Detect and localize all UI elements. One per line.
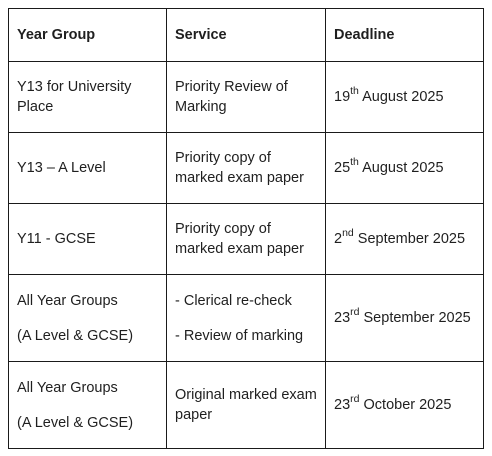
- deadline-month-year: August 2025: [358, 160, 444, 176]
- year-group-cell: Y13 – A Level: [9, 133, 167, 204]
- deadline-day: 2: [334, 231, 343, 247]
- deadline-cell: [326, 133, 484, 204]
- deadline-ordinal: rd: [350, 306, 360, 319]
- table-row: [9, 62, 484, 133]
- table-row: [9, 133, 484, 204]
- deadline-cell: [326, 275, 484, 362]
- year-group-line: All Year Groups: [17, 379, 118, 396]
- deadline-month-year: September 2025: [359, 310, 471, 326]
- header-service: Service: [167, 9, 326, 62]
- year-group-line: All Year Groups: [17, 292, 118, 309]
- deadline-ordinal: rd: [350, 393, 360, 406]
- table-row: [9, 362, 484, 449]
- year-group-line: (A Level & GCSE): [17, 414, 134, 431]
- deadline-ordinal: nd: [342, 227, 354, 240]
- service-line: - Review of marking: [175, 327, 304, 344]
- deadlines-table: [8, 8, 484, 449]
- deadline-day: 23: [334, 397, 351, 413]
- deadline-day: 19: [334, 89, 351, 105]
- service-cell: Priority copy of marked exam paper: [167, 133, 326, 204]
- deadline-ordinal: th: [350, 85, 359, 98]
- deadline-ordinal: th: [350, 156, 359, 169]
- table-row: [9, 275, 484, 362]
- deadline-month-year: August 2025: [358, 89, 444, 105]
- table-header-row: [9, 9, 484, 62]
- deadline-day: 25: [334, 160, 351, 176]
- service-cell: Original marked exam paper: [167, 362, 326, 449]
- header-deadline: Deadline: [326, 9, 484, 62]
- deadline-month-year: October 2025: [359, 397, 452, 413]
- deadline-cell: [326, 204, 484, 275]
- year-group-line: (A Level & GCSE): [17, 327, 134, 344]
- service-cell: Priority Review of Marking: [167, 62, 326, 133]
- year-group-cell: Y13 for University Place: [9, 62, 167, 133]
- deadline-month-year: September 2025: [353, 231, 466, 247]
- deadline-cell: [326, 62, 484, 133]
- year-group-cell: [9, 362, 167, 449]
- deadline-day: 23: [334, 310, 351, 326]
- year-group-cell: Y11 - GCSE: [9, 204, 167, 275]
- header-year-group: Year Group: [9, 9, 167, 62]
- deadline-cell: [326, 362, 484, 449]
- service-line: - Clerical re-check: [175, 292, 292, 309]
- year-group-cell: [9, 275, 167, 362]
- table-row: [9, 204, 484, 275]
- service-cell: [167, 275, 326, 362]
- service-cell: Priority copy of marked exam paper: [167, 204, 326, 275]
